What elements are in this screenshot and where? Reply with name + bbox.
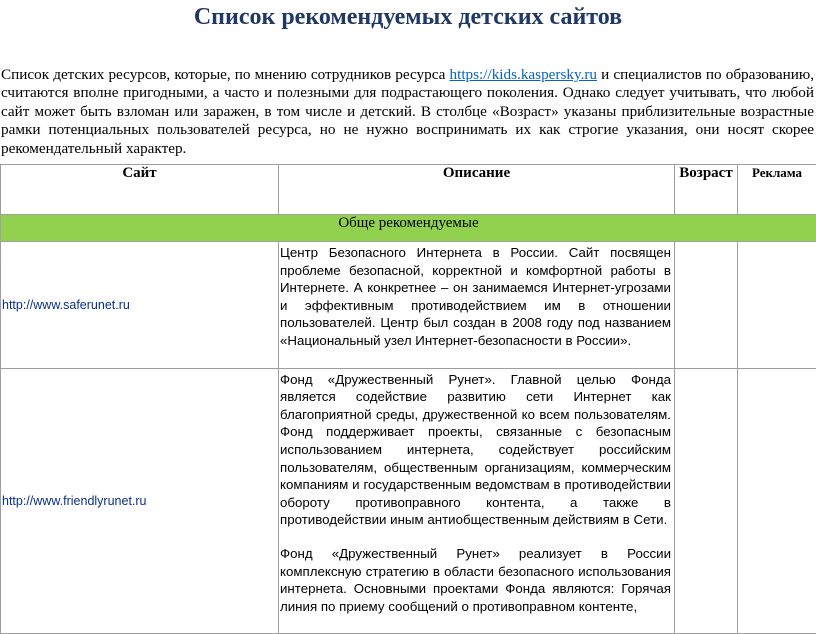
intro-text-after-link: и специалистов по образованию, считаются вполне пригодными, а часто и полезными для подрастающего поколения. Однако следует учитывать, что любой сайт может быть взломан или заражен, в том числе и детский. В столбце «Возраст» указаны приблизительные возрастные рамки потенциальных пользователей ресурса, но не нужно воспринимать их как строгие указания, они носят скорее рекомендательный характер. [1,66,814,157]
ads-cell [738,242,816,369]
table-row [1,242,816,369]
page-title: Список рекомендуемых детских сайтов [0,0,816,34]
ads-cell [738,368,816,634]
sites-table [0,164,816,634]
header-site: Сайт [1,165,279,215]
header-age: Возраст [675,165,738,215]
header-ads: Реклама [738,165,816,215]
site-url-cell [1,242,279,369]
table-header-row [1,165,816,215]
site-link-friendlyrunet[interactable]: http://www.friendlyrunet.ru [2,494,147,508]
description-cell [279,242,675,369]
group-row [1,215,816,242]
kaspersky-link[interactable]: https://kids.kaspersky.ru [450,66,598,83]
group-title: Обще рекомендуемые [1,215,816,242]
header-description: Описание [279,165,675,215]
description-text: Фонд «Дружественный Рунет» реализует в России комплексную стратегию в области безопасного использования интернета. Основными проектами Фонда являются: Горячая линия по приему сообщений о противоправном контенте, [280,545,671,615]
site-link-saferunet[interactable]: http://www.saferunet.ru [2,298,130,312]
description-cell [279,368,675,634]
age-cell [675,368,738,634]
site-url-cell [1,368,279,634]
age-cell [675,242,738,369]
intro-paragraph [1,66,814,158]
description-text: Фонд «Дружественный Рунет». Главной целью Фонда является содействие развитию сети Интернет как благоприятной среды, дружественной ко всем пользователям. Фонд поддерживает проекты, связанные с безопасным использованием интернета, содействует российским пользователям, общественным организациям, коммерческим компаниям и государственным ведомствам в противодействии обороту противоправного контента, а также в противодействии иным антиобщественным действиям в Сети. [280,371,671,529]
description-text: Центр Безопасного Интернета в России. Сайт посвящен проблеме безопасной, корректной и комфортной работы в Интернете. А конкретнее – он занимаемся Интернет-угрозами и эффективным противодействием им в отношении пользователей. Центр был создан в 2008 году под названием «Национальный узел Интернет-безопасности в России». [280,244,671,350]
intro-text-before-link: Список детских ресурсов, которые, по мнению сотрудников ресурса [1,66,450,83]
table-row [1,368,816,634]
